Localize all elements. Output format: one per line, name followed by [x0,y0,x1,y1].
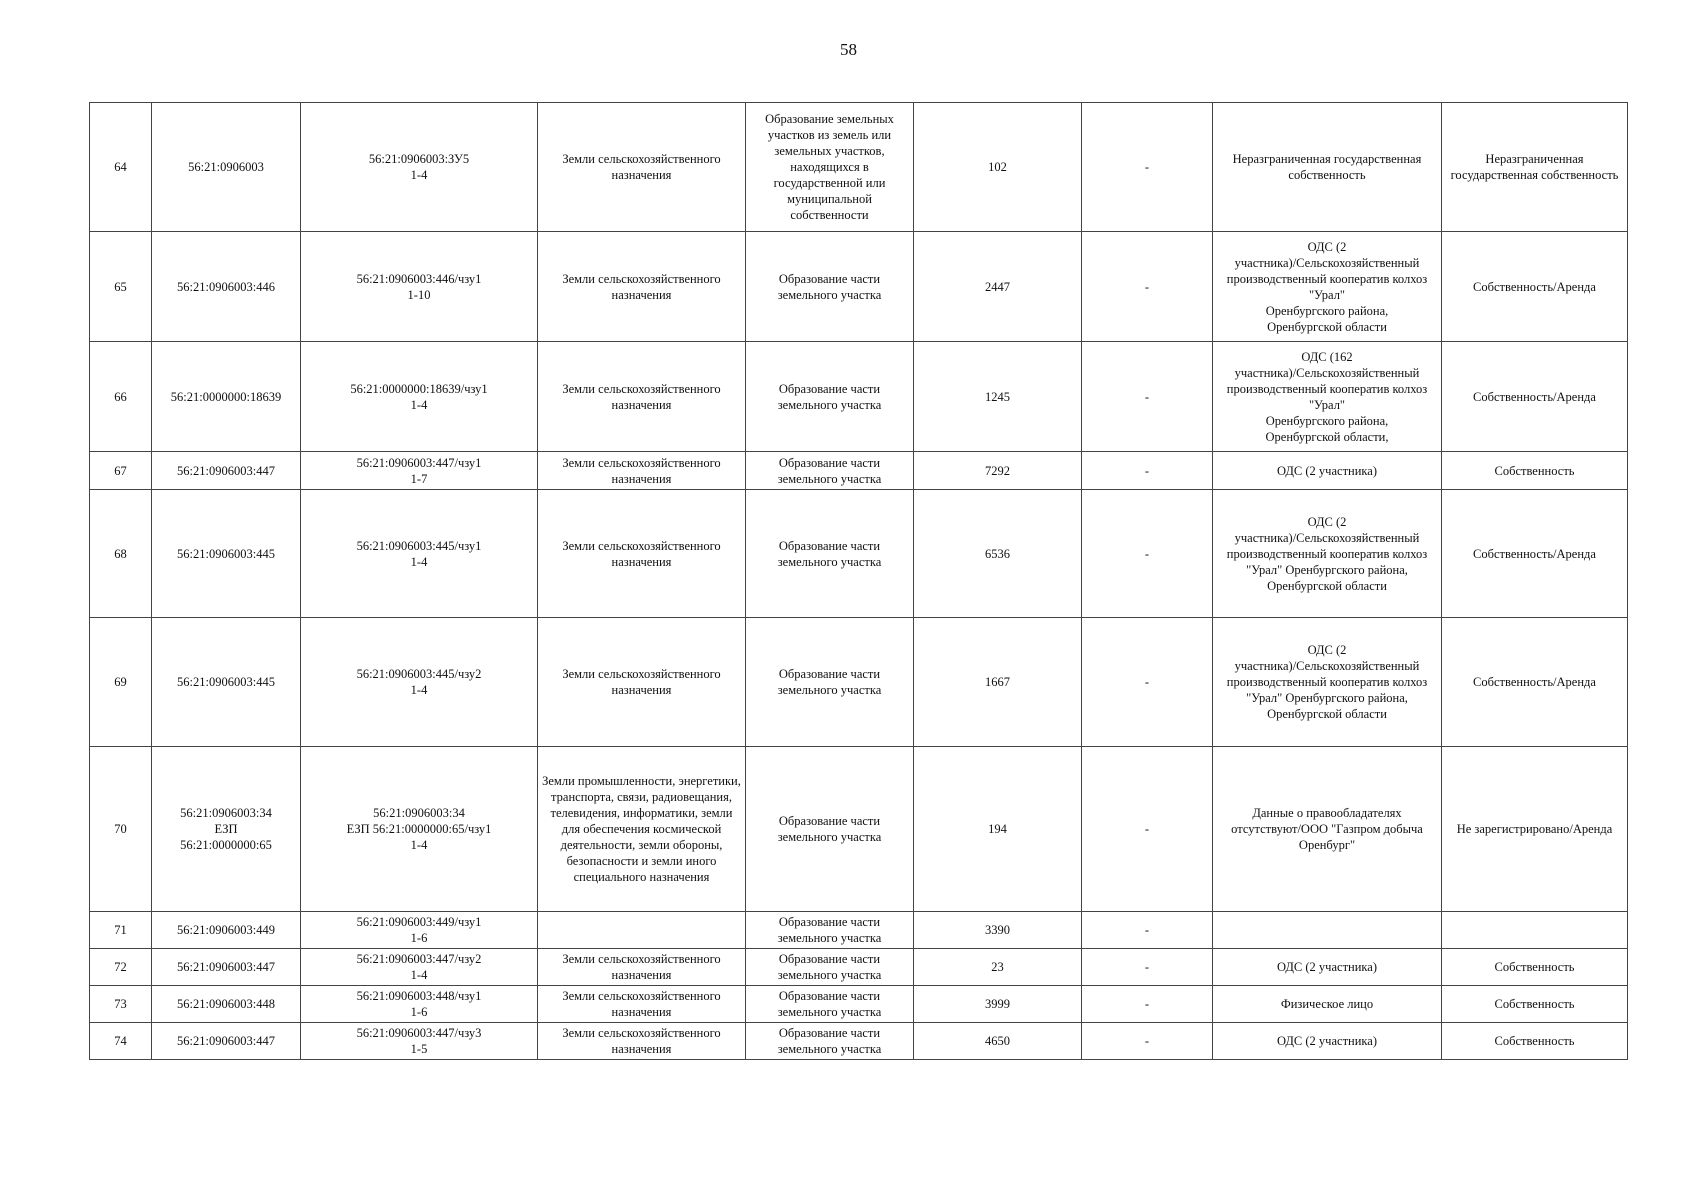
row-number: 70 [90,747,152,912]
note: - [1082,342,1213,452]
cadastral-quarter: 56:21:0906003:445 [152,490,301,618]
plot-designation: 56:21:0000000:18639/чзу1 1-4 [301,342,538,452]
cadastral-quarter: 56:21:0906003:445 [152,618,301,747]
land-category: Земли промышленности, энергетики, транспорта, связи, радиовещания, телевидения, информатики, земли для обеспечения космической деятельности, земли обороны, безопасности и земли иного специального назначения [538,747,746,912]
land-category: Земли сельскохозяйственного назначения [538,452,746,490]
note: - [1082,912,1213,949]
right-holder: ОДС (2 участника)/Сельскохозяйственный производственный кооператив колхоз "Урал" Оренбургского района, Оренбургской области [1213,232,1442,342]
right-type: Собственность [1442,986,1628,1023]
area: 3390 [914,912,1082,949]
right-holder [1213,912,1442,949]
land-category [538,912,746,949]
cadastral-quarter: 56:21:0906003:447 [152,452,301,490]
row-number: 67 [90,452,152,490]
right-type [1442,912,1628,949]
right-type: Не зарегистрировано/Аренда [1442,747,1628,912]
table-row [90,912,1628,949]
table-row [90,342,1628,452]
cadastral-quarter: 56:21:0906003 [152,103,301,232]
plot-designation: 56:21:0906003:447/чзу3 1-5 [301,1023,538,1060]
row-number: 64 [90,103,152,232]
land-category: Земли сельскохозяйственного назначения [538,342,746,452]
area: 1245 [914,342,1082,452]
area: 194 [914,747,1082,912]
table-row [90,452,1628,490]
table-row [90,949,1628,986]
plot-designation: 56:21:0906003:449/чзу1 1-6 [301,912,538,949]
formation-method: Образование земельных участков из земель или земельных участков, находящихся в государственной или муниципальной собственности [746,103,914,232]
plot-designation: 56:21:0906003:445/чзу1 1-4 [301,490,538,618]
plot-designation: 56:21:0906003:448/чзу1 1-6 [301,986,538,1023]
note: - [1082,747,1213,912]
cadastral-quarter: 56:21:0906003:447 [152,1023,301,1060]
row-number: 73 [90,986,152,1023]
formation-method: Образование части земельного участка [746,912,914,949]
table-row [90,618,1628,747]
land-plots-table [89,102,1628,1060]
note: - [1082,986,1213,1023]
area: 2447 [914,232,1082,342]
note: - [1082,232,1213,342]
cadastral-quarter: 56:21:0906003:446 [152,232,301,342]
note: - [1082,490,1213,618]
right-holder: ОДС (2 участника)/Сельскохозяйственный производственный кооператив колхоз "Урал" Оренбургского района, Оренбургской области [1213,490,1442,618]
right-type: Собственность/Аренда [1442,342,1628,452]
land-category: Земли сельскохозяйственного назначения [538,986,746,1023]
table-row [90,232,1628,342]
right-type: Собственность [1442,452,1628,490]
right-type: Неразграниченная государственная собственность [1442,103,1628,232]
cadastral-quarter: 56:21:0906003:448 [152,986,301,1023]
cadastral-quarter: 56:21:0906003:34 ЕЗП 56:21:0000000:65 [152,747,301,912]
note: - [1082,1023,1213,1060]
table-row [90,103,1628,232]
right-type: Собственность/Аренда [1442,232,1628,342]
note: - [1082,618,1213,747]
area: 1667 [914,618,1082,747]
right-holder: Физическое лицо [1213,986,1442,1023]
plot-designation: 56:21:0906003:445/чзу2 1-4 [301,618,538,747]
row-number: 65 [90,232,152,342]
formation-method: Образование части земельного участка [746,232,914,342]
row-number: 68 [90,490,152,618]
right-holder: ОДС (2 участника) [1213,949,1442,986]
right-holder: ОДС (162 участника)/Сельскохозяйственный производственный кооператив колхоз "Урал" Оренбургского района, Оренбургской области, [1213,342,1442,452]
formation-method: Образование части земельного участка [746,342,914,452]
formation-method: Образование части земельного участка [746,490,914,618]
land-category: Земли сельскохозяйственного назначения [538,103,746,232]
right-holder: ОДС (2 участника) [1213,452,1442,490]
table-row [90,747,1628,912]
note: - [1082,103,1213,232]
right-holder: ОДС (2 участника)/Сельскохозяйственный производственный кооператив колхоз "Урал" Оренбургского района, Оренбургской области [1213,618,1442,747]
formation-method: Образование части земельного участка [746,1023,914,1060]
area: 7292 [914,452,1082,490]
cadastral-quarter: 56:21:0906003:447 [152,949,301,986]
table-row [90,490,1628,618]
land-category: Земли сельскохозяйственного назначения [538,949,746,986]
plot-designation: 56:21:0906003:446/чзу1 1-10 [301,232,538,342]
formation-method: Образование части земельного участка [746,986,914,1023]
area: 3999 [914,986,1082,1023]
land-category: Земли сельскохозяйственного назначения [538,232,746,342]
right-type: Собственность [1442,949,1628,986]
right-type: Собственность/Аренда [1442,490,1628,618]
formation-method: Образование части земельного участка [746,949,914,986]
table-row [90,986,1628,1023]
page-number: 58 [840,40,857,59]
land-category: Земли сельскохозяйственного назначения [538,618,746,747]
plot-designation: 56:21:0906003:34 ЕЗП 56:21:0000000:65/чзу1 1-4 [301,747,538,912]
land-category: Земли сельскохозяйственного назначения [538,490,746,618]
cadastral-quarter: 56:21:0906003:449 [152,912,301,949]
plot-designation: 56:21:0906003:ЗУ5 1-4 [301,103,538,232]
row-number: 72 [90,949,152,986]
note: - [1082,949,1213,986]
formation-method: Образование части земельного участка [746,618,914,747]
row-number: 69 [90,618,152,747]
right-holder: ОДС (2 участника) [1213,1023,1442,1060]
row-number: 71 [90,912,152,949]
area: 23 [914,949,1082,986]
right-type: Собственность/Аренда [1442,618,1628,747]
right-type: Собственность [1442,1023,1628,1060]
right-holder: Данные о правообладателях отсутствуют/ООО "Газпром добыча Оренбург" [1213,747,1442,912]
right-holder: Неразграниченная государственная собственность [1213,103,1442,232]
formation-method: Образование части земельного участка [746,452,914,490]
plot-designation: 56:21:0906003:447/чзу2 1-4 [301,949,538,986]
area: 6536 [914,490,1082,618]
row-number: 74 [90,1023,152,1060]
area: 4650 [914,1023,1082,1060]
cadastral-quarter: 56:21:0000000:18639 [152,342,301,452]
row-number: 66 [90,342,152,452]
area: 102 [914,103,1082,232]
table-row [90,1023,1628,1060]
formation-method: Образование части земельного участка [746,747,914,912]
land-category: Земли сельскохозяйственного назначения [538,1023,746,1060]
note: - [1082,452,1213,490]
plot-designation: 56:21:0906003:447/чзу1 1-7 [301,452,538,490]
